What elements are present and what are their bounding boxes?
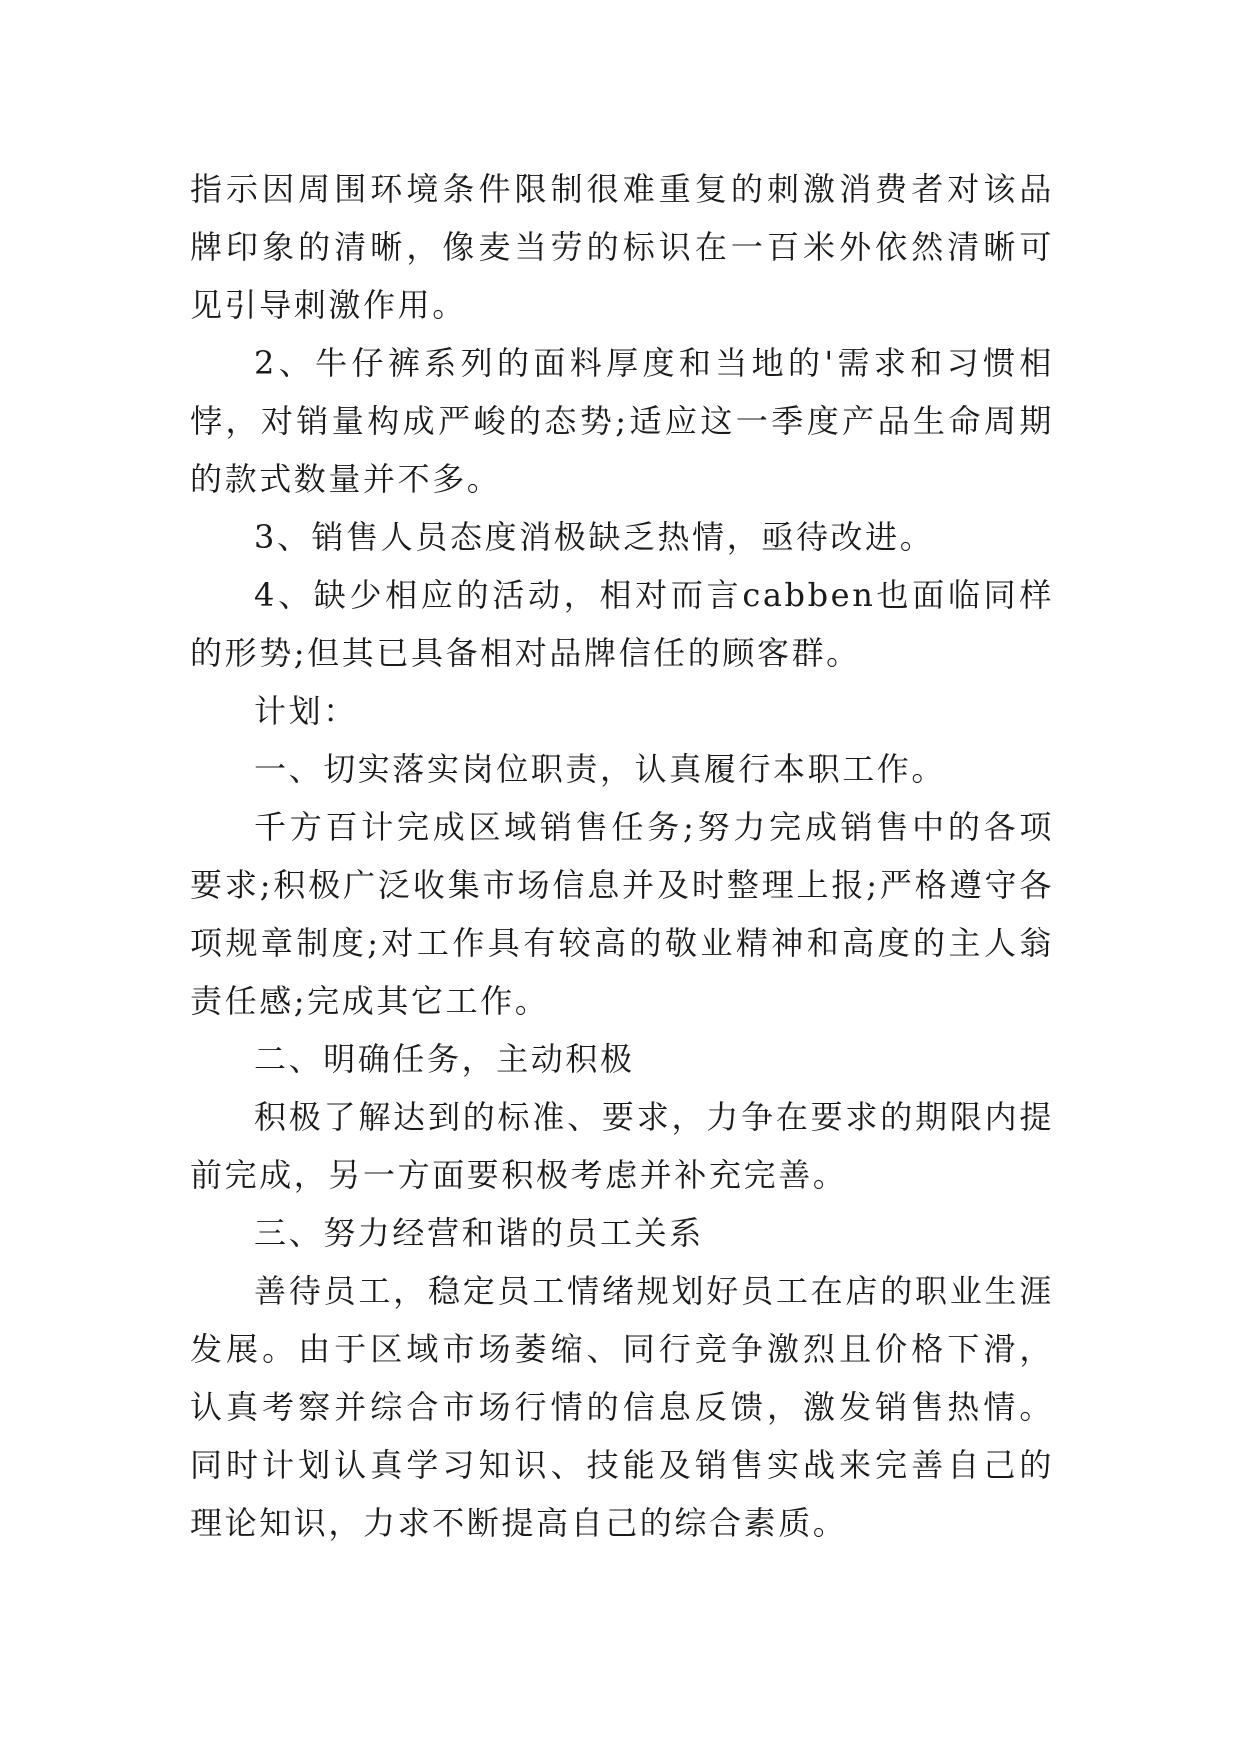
paragraph-section-1: 千方百计完成区域销售任务;努力完成销售中的各项要求;积极广泛收集市场信息并及时整理上报;严格遵守各项规章制度;对工作具有较高的敬业精神和高度的主人翁责任感;完成其它工作。 <box>190 808 1054 1020</box>
section-heading-plan: 计划： <box>254 692 358 730</box>
paragraph-section-3: 善待员工，稳定员工情绪规划好员工在店的职业生涯发展。由于区域市场萎缩、同行竞争激烈且价格下滑，认真考察并综合市场行情的信息反馈，激发销售热情。同时计划认真学习知识、技能及销售实战来完善自己的理论知识，力求不断提高自己的综合素质。 <box>190 1272 1054 1542</box>
paragraph-continuation: 指示因周围环境条件限制很难重复的刺激消费者对该品牌印象的清晰，像麦当劳的标识在一百米外依然清晰可见引导刺激作用。 <box>190 170 1054 324</box>
paragraph-section-2: 积极了解达到的标准、要求，力争在要求的期限内提前完成，另一方面要积极考虑并补充完善。 <box>190 1098 1054 1194</box>
section-heading-2: 二、明确任务，主动积极 <box>254 1040 635 1078</box>
document-body <box>190 160 1054 1552</box>
paragraph-item-3: 3、销售人员态度消极缺乏热情，亟待改进。 <box>254 518 935 556</box>
paragraph-item-4: 4、缺少相应的活动，相对而言cabben也面临同样的形势;但其已具备相对品牌信任的顾客群。 <box>190 576 1054 672</box>
paragraph-item-2: 2、牛仔裤系列的面料厚度和当地的'需求和习惯相悖，对销量构成严峻的态势;适应这一季度产品生命周期的款式数量并不多。 <box>190 344 1054 498</box>
section-heading-1: 一、切实落实岗位职责，认真履行本职工作。 <box>254 750 947 788</box>
section-heading-3: 三、努力经营和谐的员工关系 <box>254 1214 704 1252</box>
